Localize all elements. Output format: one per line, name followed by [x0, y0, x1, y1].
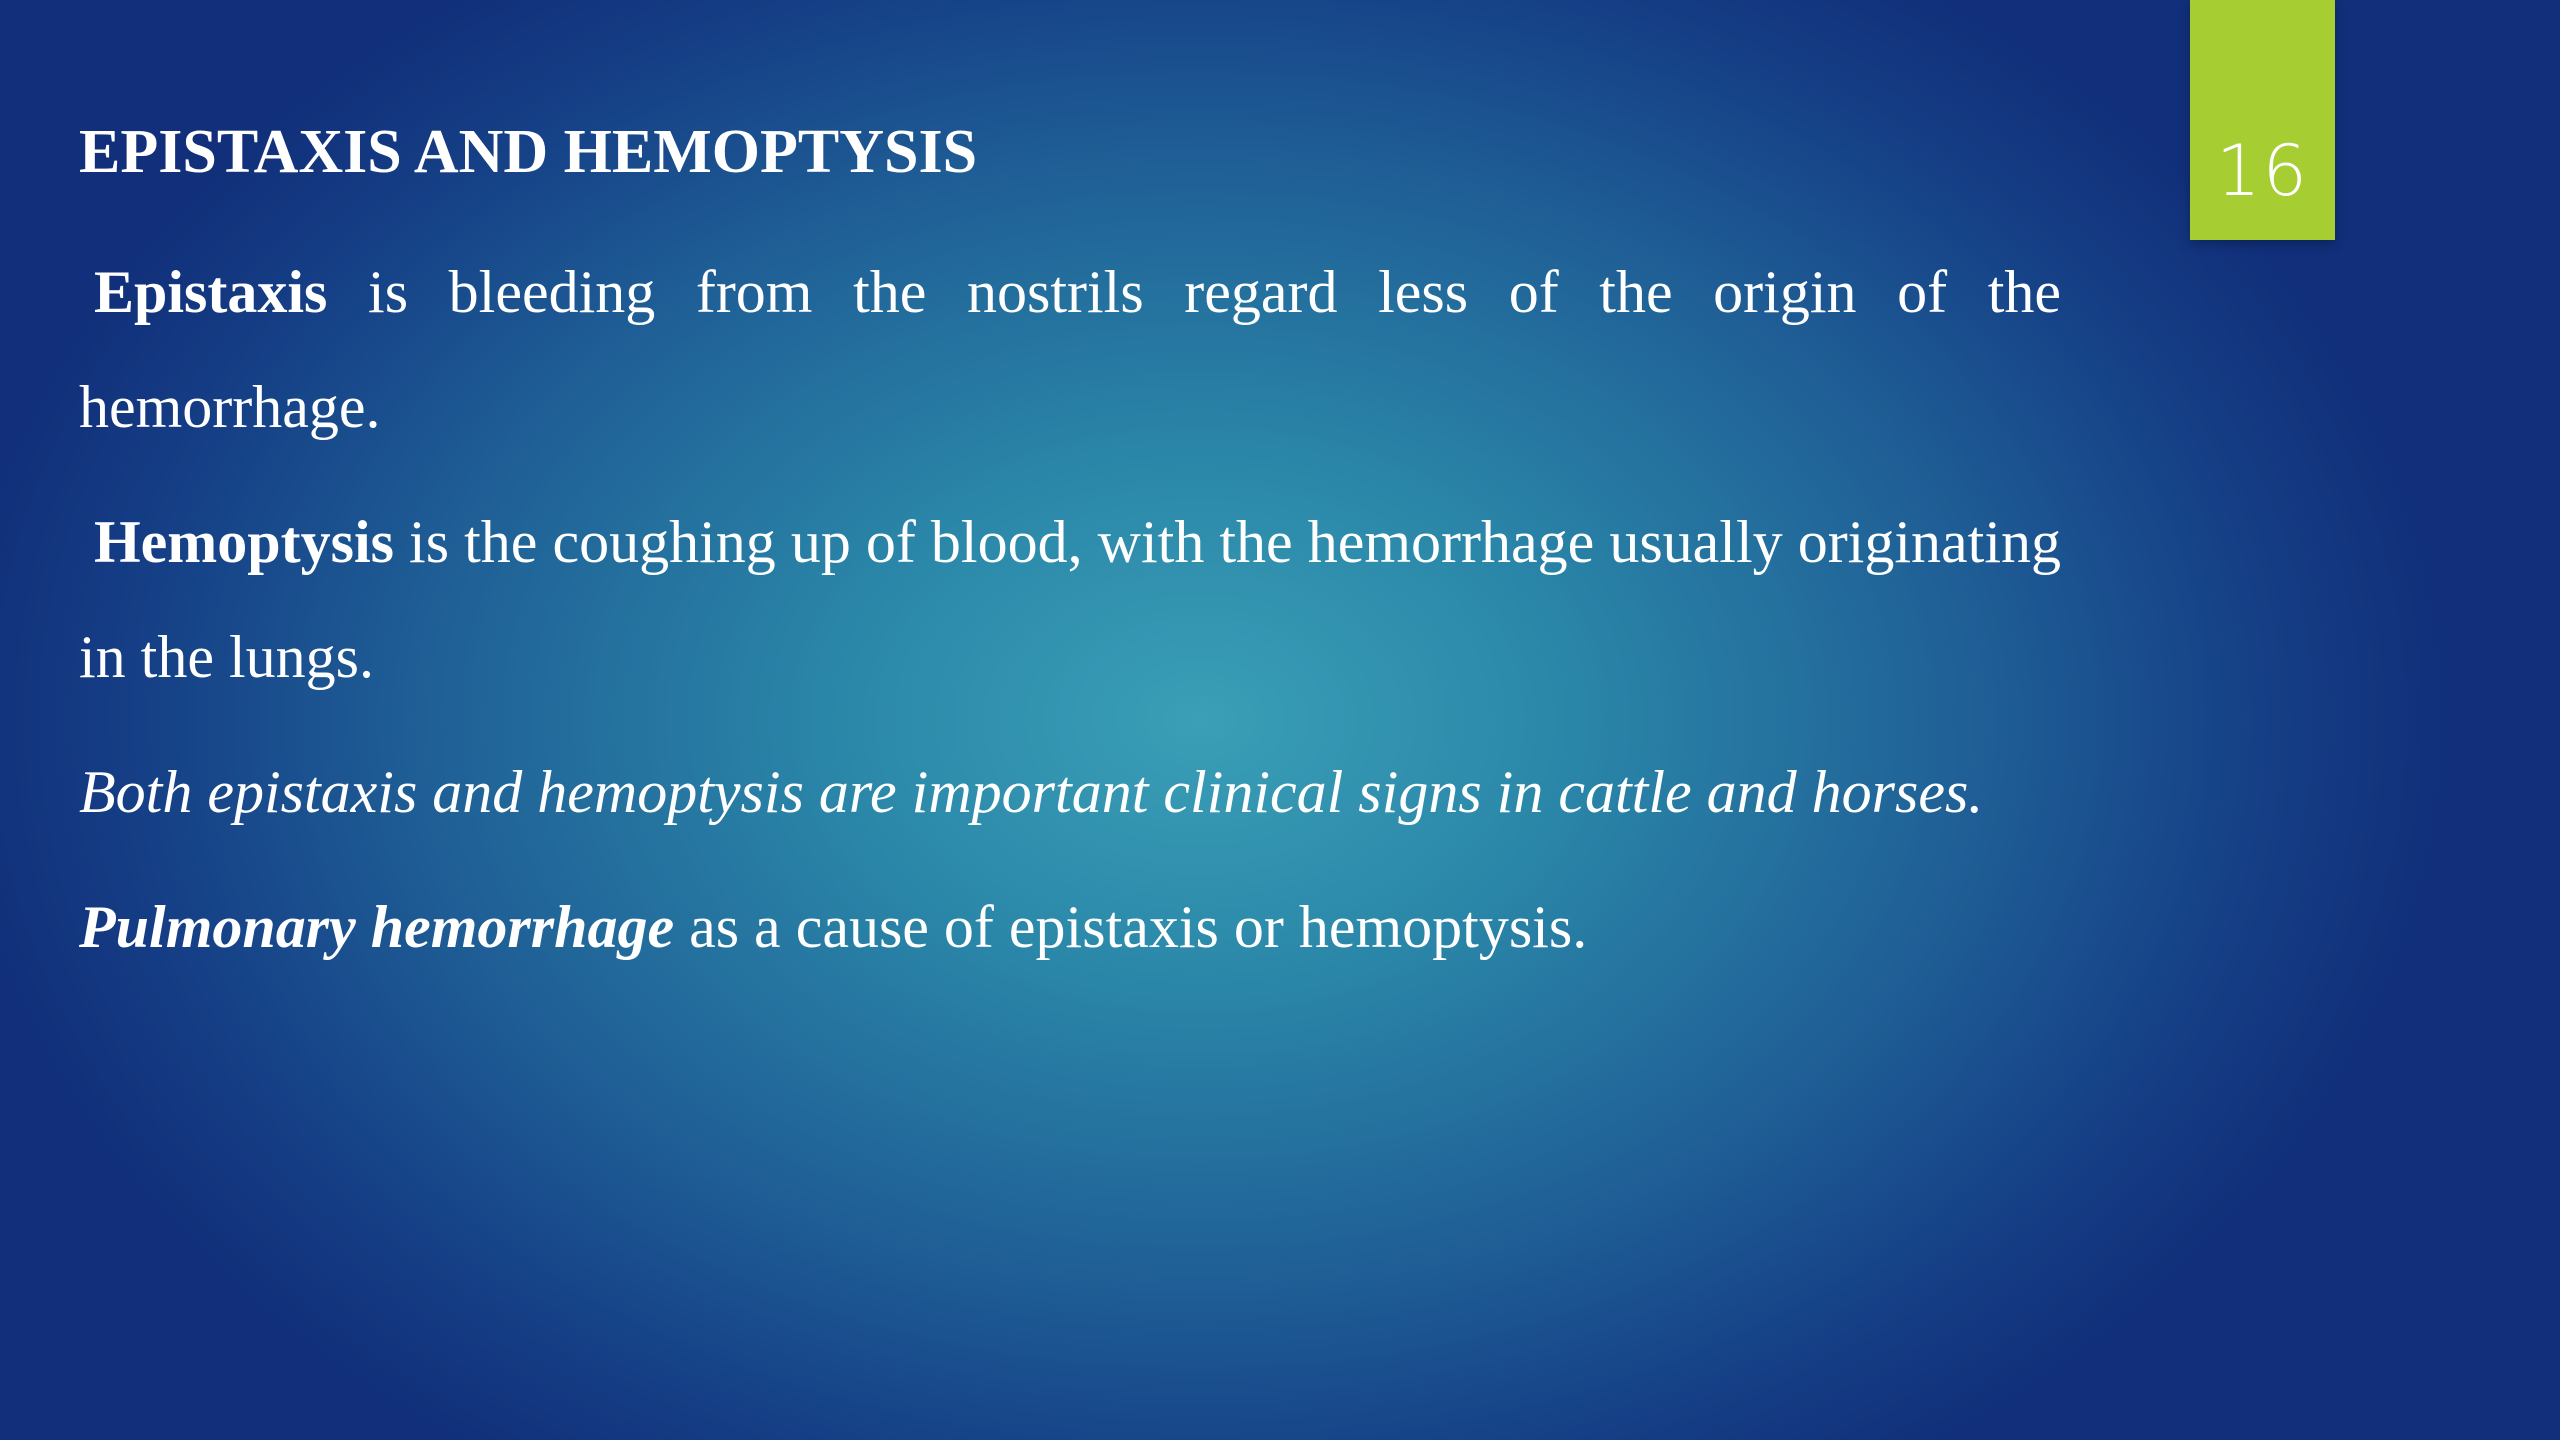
slide-number-badge	[2190, 0, 2335, 240]
slide-title: EPISTAXIS AND HEMOPTYSIS	[79, 118, 978, 186]
term-epistaxis: Epistaxis	[94, 259, 328, 325]
paragraph-pulmonary-hemorrhage	[79, 870, 2061, 985]
slide-number: 16	[2215, 130, 2310, 212]
term-pulmonary-hemorrhage: Pulmonary hemorrhage	[79, 894, 675, 960]
paragraph-clinical-signs: Both epistaxis and hemoptysis are important clinical signs in cattle and horses.	[79, 759, 1984, 825]
paragraph-hemoptysis	[79, 485, 2061, 715]
slide-body	[79, 235, 2061, 1005]
definition-epistaxis: is bleeding from the nostrils regard less of the origin of the hemorrhage.	[79, 259, 2061, 440]
term-hemoptysis: Hemoptysis	[94, 509, 394, 575]
paragraph-epistaxis	[79, 235, 2061, 465]
definition-hemoptysis: is the coughing up of blood, with the hemorrhage usually originating in the lungs.	[79, 509, 2061, 690]
definition-pulmonary-hemorrhage: as a cause of epistaxis or hemoptysis.	[674, 894, 1588, 960]
